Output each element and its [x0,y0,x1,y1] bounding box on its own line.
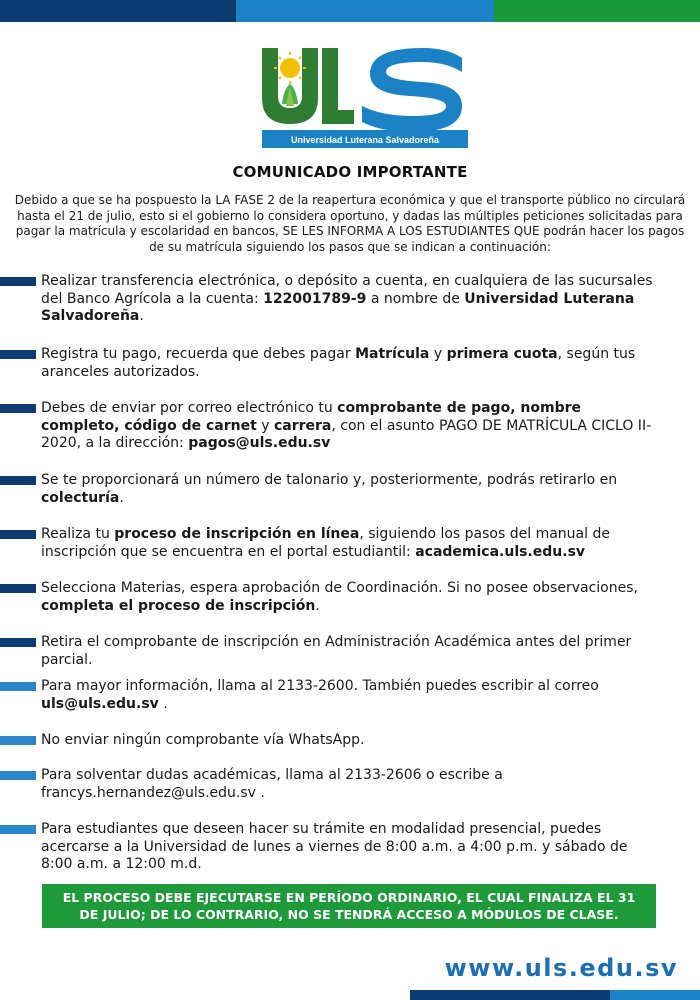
bullet-bar [0,584,36,593]
bullet-bar [0,682,36,691]
top-bar-blue [236,0,494,22]
intro-paragraph: Debido a que se ha pospuesto la LA FASE 2 de la reapertura económica y que el transporte público no circulará hasta el 21 de julio, esto si el gobierno lo considera oportuno, y dadas las múltiples peticiones solicitadas para pagar la matrícula y escolaridad en bancos, SE LES INFORMA A LOS ESTUDIANTES QUE podrán hacer los pagos de su matrícula siguiendo los pasos que se indican a continuación: [14,193,686,254]
list-item-text: Debes de enviar por correo electrónico tu comprobante de pago, nombre completo, código de carnet y carrera, con el asunto PAGO DE MATRÍCULA CICLO II-2020, a la dirección: pagos@uls.edu.sv [41,400,652,451]
bullet-bar [0,736,36,745]
bullet-bar [0,350,36,359]
bullet-bar [0,476,36,485]
bullet-bar [0,825,36,834]
bullet-bar [0,530,36,539]
bottom-bar-blue [610,990,700,1000]
list-item-text: Selecciona Materias, espera aprobación de Coordinación. Si no posee observaciones, completa el proceso de inscripción. [41,580,638,614]
deadline-notice-banner: EL PROCESO DEBE EJECUTARSE EN PERÍODO ORDINARIO, EL CUAL FINALIZA EL 31 DE JULIO; DE LO CONTRARIO, NO SE TENDRÁ ACCESO A MÓDULOS DE CLASE. [42,884,656,928]
bottom-bar-navy [410,990,610,1000]
list-item-text: Realizar transferencia electrónica, o depósito a cuenta, en cualquiera de las sucursales del Banco Agrícola a la cuenta: 122001789-9 a nombre de Universidad Luterana Salvadoreña. [41,273,653,324]
list-item-text: Retira el comprobante de inscripción en Administración Académica antes del primer parcial. [41,634,632,668]
page-title: COMUNICADO IMPORTANTE [232,163,468,181]
bullet-bar [0,277,36,286]
bottom-color-bar [410,990,700,1000]
uls-logo [262,44,468,150]
list-item-text: Registra tu pago, recuerda que debes pagar Matrícula y primera cuota, según tus aranceles autorizados. [41,346,636,380]
logo-caption: Universidad Luterana Salvadoreña [290,135,440,145]
list-item-text: Para solventar dudas académicas, llama al 2133-2606 o escribe a francys.hernandez@uls.edu.sv . [41,767,503,801]
list-item-text: No enviar ningún comprobante vía WhatsApp. [41,732,365,748]
top-color-bar [0,0,700,22]
list-item-text: Se te proporcionará un número de talonario y, posteriormente, podrás retirarlo en colecturía. [41,472,618,506]
bullet-bar [0,404,36,413]
list-item-text: Para estudiantes que deseen hacer su trámite en modalidad presencial, puedes acercarse a la Universidad de lunes a viernes de 8:00 a.m. a 4:00 p.m. y sábado de 8:00 a.m. a 12:00 m.d. [41,821,628,872]
bullet-bar [0,638,36,647]
list-item-text: Para mayor información, llama al 2133-2600. También puedes escribir al correo uls@uls.edu.sv . [41,678,599,712]
list-item-text: Realiza tu proceso de inscripción en línea, siguiendo los pasos del manual de inscripción que se encuentra en el portal estudiantil: academica.uls.edu.sv [41,526,610,560]
website-link[interactable]: www.uls.edu.sv [444,954,678,982]
bullet-bar [0,771,36,780]
top-bar-navy [0,0,236,22]
top-bar-green [494,0,700,22]
